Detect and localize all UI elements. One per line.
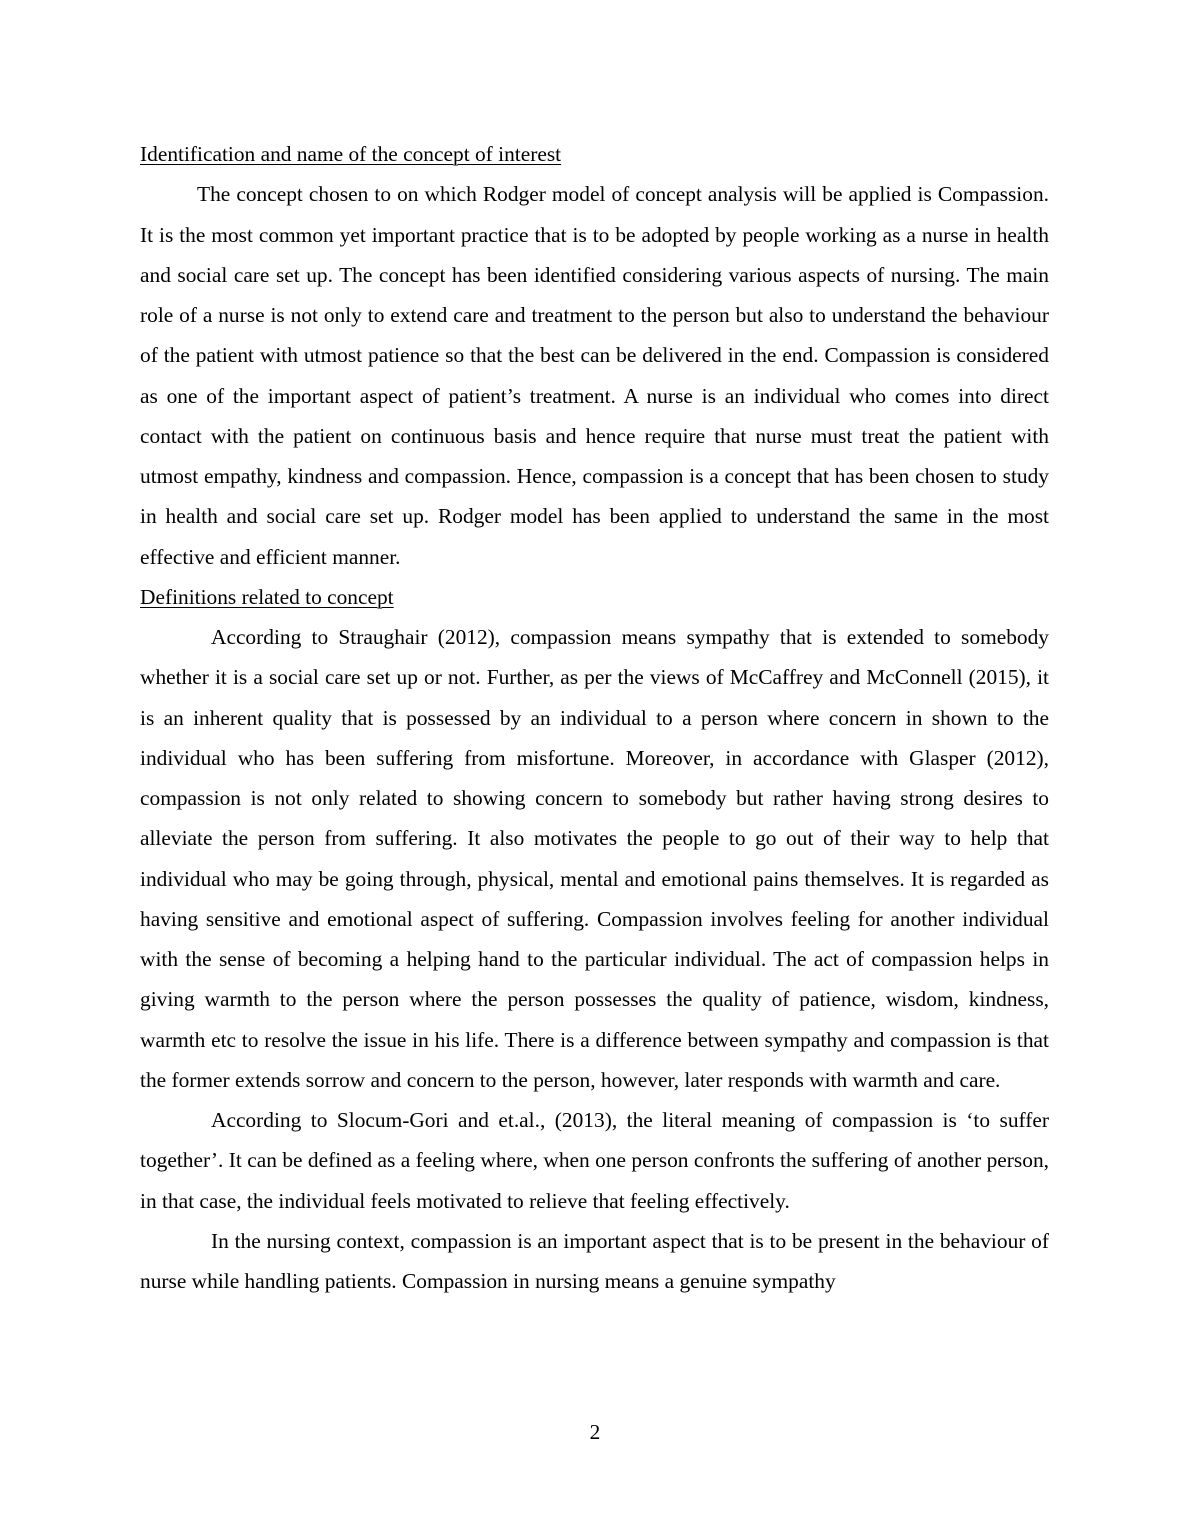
paragraph-concept-intro: The concept chosen to on which Rodger model of concept analysis will be applied is Compassion. It is the most common yet important practice that is to be adopted by people working as a nurse in health and social care set up. The concept has been identified considering various aspects of nursing. The main role of a nurse is not only to extend care and treatment to the person but also to understand the behaviour of the patient with utmost patience so that the best can be delivered in the end. Compassion is considered as one of the important aspect of patient’s treatment. A nurse is an individual who comes into direct contact with the patient on continuous basis and hence require that nurse must treat the patient with utmost empathy, kindness and compassion. Hence, compassion is a concept that has been chosen to study in health and social care set up. Rodger model has been applied to understand the same in the most effective and efficient manner. (140, 182, 1049, 569)
paragraph-nursing-context: In the nursing context, compassion is an important aspect that is to be present in the behaviour of nurse while handling patients. Compassion in nursing means a genuine sympathy (140, 1228, 1049, 1293)
paragraph-definitions-slocum-gori: According to Slocum-Gori and et.al., (2013), the literal meaning of compassion is ‘to suffer together’. It can be defined as a feeling where, when one person confronts the suffering of another person, in that case, the individual feels motivated to relieve that feeling effectively. (140, 1108, 1049, 1213)
page-number: 2 (589, 1420, 601, 1444)
paragraph-definitions-straughair: According to Straughair (2012), compassion means sympathy that is extended to somebody whether it is a social care set up or not. Further, as per the views of McCaffrey and McConnell (2015), it is an inherent quality that is possessed by an individual to a person where concern in shown to the individual who has been suffering from misfortune. Moreover, in accordance with Glasper (2012), compassion is not only related to showing concern to somebody but rather having strong desires to alleviate the person from suffering. It also motivates the people to go out of their way to help that individual who may be going through, physical, mental and emotional pains themselves. It is regarded as having sensitive and emotional aspect of suffering. Compassion involves feeling for another individual with the sense of becoming a helping hand to the particular individual. The act of compassion helps in giving warmth to the person where the person possesses the quality of patience, wisdom, kindness, warmth etc to resolve the issue in his life. There is a difference between sympathy and compassion is that the former extends sorrow and concern to the person, however, later responds with warmth and care. (140, 625, 1049, 1092)
section-heading-concept-of-interest: Identification and name of the concept of interest (140, 142, 562, 166)
section-heading-definitions: Definitions related to concept (140, 584, 394, 609)
page-body (140, 134, 1049, 1301)
